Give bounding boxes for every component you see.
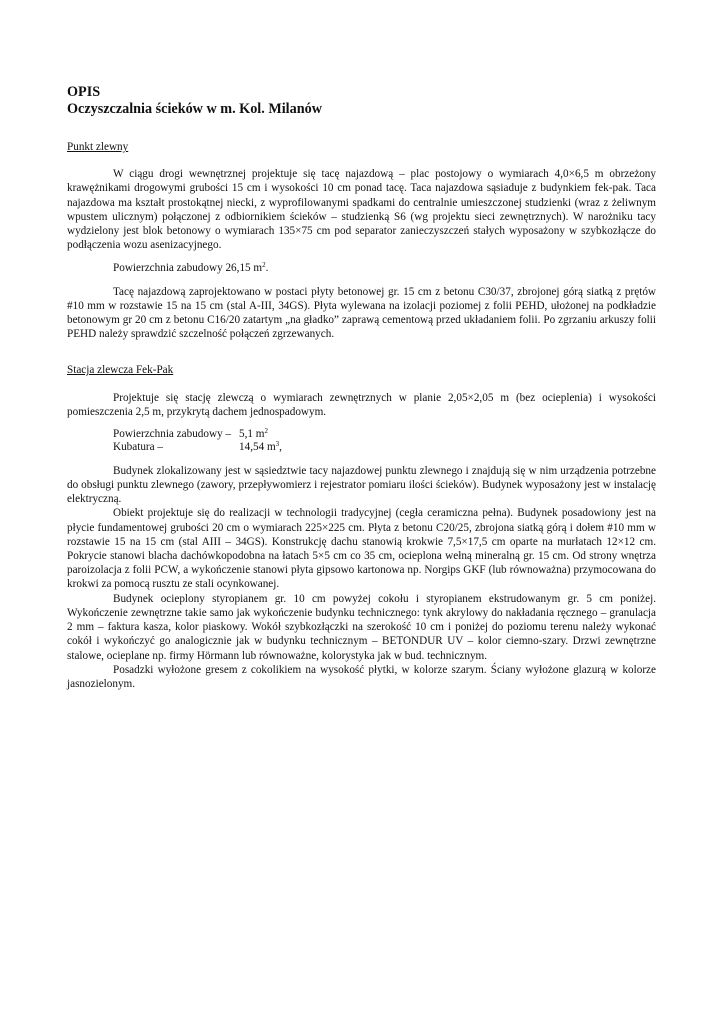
paragraph-punkt-1: W ciągu drogi wewnętrznej projektuje się tacę najazdową – plac postojowy o wymiarach 4,0×6,5 m obrzeżony krawężnikami drogowymi grubości 15 cm i wysokości 10 cm ponad tacę. Taca najazdowa sąsiaduje z budynkiem fek-pak. Taca najazdowa ma kształt prostokątnej niecki, z wyprofilowanymi spadkami do centralnie umieszczonej studzienki (wraz z żeliwnym wpustem ulicznym) połączonej z odbiornikiem ścieków – studzienką S6 (wg projektu sieci zewnętrznych). W narożniku tacy wydzielony jest blok betonowy o wymiarach 135×75 cm pod separator zanieczyszczeń stałych wyposażony w szybkozłącze do podłączenia wozu asenizacyjnego. bbox=[67, 168, 656, 252]
spec-value: 14,54 m bbox=[239, 441, 276, 454]
spec-row bbox=[113, 428, 282, 441]
paragraph-stacja-3: Obiekt projektuje się do realizacji w technologii tradycyjnej (cegła ceramiczna pełna). Budynek posadowiony jest na płycie fundamentowej grubości 20 cm o wymiarach 225×225 cm. Płyta z betonu C20/25, zbrojona siatką górą i dołem #10 mm w rozstawie 15 na 15 cm (stal AIII – 34GS). Konstrukcję dachu stanowią krokwie 7,5×17,5 cm oparte na murłatach 12×12 cm. Pokrycie stanowi blacha dachówkopodobna na łatach 5×5 cm co 35 cm, ocieplona wełną mineralną gr. 15 cm. Od strony wnętrza paroizolacja z folii PCW, a wykończenie stanowi płyta gipsowo kartonowa np. Norgips GKF (lub równoważna) przymocowana do krokwi za pomocą rusztu ze stali ocynkowanej. bbox=[67, 507, 656, 591]
spec-label: Kubatura – bbox=[113, 441, 164, 454]
document-subtitle: Oczyszczalnia ścieków w m. Kol. Milanów bbox=[67, 101, 322, 117]
spec-table bbox=[113, 428, 282, 455]
area-text: Powierzchnia zabudowy 26,15 m bbox=[113, 262, 263, 275]
section-heading-punkt-zlewny: Punkt zlewny bbox=[67, 141, 129, 153]
spec-value-cell bbox=[239, 441, 282, 454]
spec-value-cell bbox=[239, 428, 282, 441]
paragraph-stacja-1: Projektuje się stację zlewczą o wymiarach zewnętrznych w planie 2,05×2,05 m (bez ocieplenia) i wysokości pomieszczenia 2,5 m, przykrytą dachem jednospadowym. bbox=[67, 391, 656, 418]
document-page bbox=[67, 84, 656, 691]
spec-superscript: 3 bbox=[275, 440, 280, 449]
spec-value: 5,1 m bbox=[239, 428, 265, 441]
spec-superscript: 2 bbox=[264, 427, 268, 436]
spec-suffix: , bbox=[279, 441, 282, 454]
spec-row bbox=[113, 441, 282, 454]
paragraph-punkt-2: Tacę najazdową zaprojektowano w postaci płyty betonowej gr. 15 cm z betonu C30/37, zbrojonej górą siatką z prętów #10 mm w rozstawie 15 na 15 cm (stal A-III, 34GS). Płyta wylewana na izolacji poziomej z folii PEHD, ułożonej na podkładzie betonowym gr 20 cm z betonu C16/20 zatartym „na gładko” zaprawą cementową przed układaniem folii. Po zgrzaniu arkuszy folii PEHD należy sprawdzić szczelność połączeń zgrzewanych. bbox=[67, 285, 656, 341]
paragraph-stacja-2: Budynek zlokalizowany jest w sąsiedztwie tacy najazdowej punktu zlewnego i znajdują się w nim urządzenia potrzebne do obsługi punktu zlewnego (zawory, przepływomierz i rejestrator pomiaru ilości ścieków). Budynek wyposażony jest w instalację elektryczną. bbox=[67, 464, 656, 506]
area-unit-superscript: 2 bbox=[262, 261, 266, 270]
section-heading-stacja-zlewcza: Stacja zlewcza Fek-Pak bbox=[67, 364, 174, 377]
paragraph-stacja-5: Posadzki wyłożone gresem z cokolikiem na wysokość płytki, w kolorze szarym. Ściany wyłożone glazurą w kolorze jasnozielonym. bbox=[67, 663, 656, 690]
spec-label: Powierzchnia zabudowy – bbox=[113, 428, 232, 441]
paragraph-stacja-4: Budynek ocieplony styropianem gr. 10 cm powyżej cokołu i styropianem ekstrudowanym gr. 5 cm poniżej. Wykończenie zewnętrzne takie samo jak wykończenie budynku technicznego: tynk akrylowy do nakładania ręcznego – granulacja 2 mm – faktura kasza, kolor piaskowy. Wokół szybkozłączki na szerokość 10 cm i poniżej do poziomu terenu należy wykonać cokół i wykończyć go analogicznie jak w budynku technicznym – BETONDUR UV – kolor ciemno-szary. Drzwi zewnętrzne stalowe, ocieplane np. firmy Hörmann lub równoważne, kolorystyka jak w bud. technicznym. bbox=[67, 592, 656, 662]
area-end: . bbox=[265, 262, 269, 275]
area-line bbox=[67, 261, 656, 275]
document-title: OPIS bbox=[67, 84, 101, 100]
